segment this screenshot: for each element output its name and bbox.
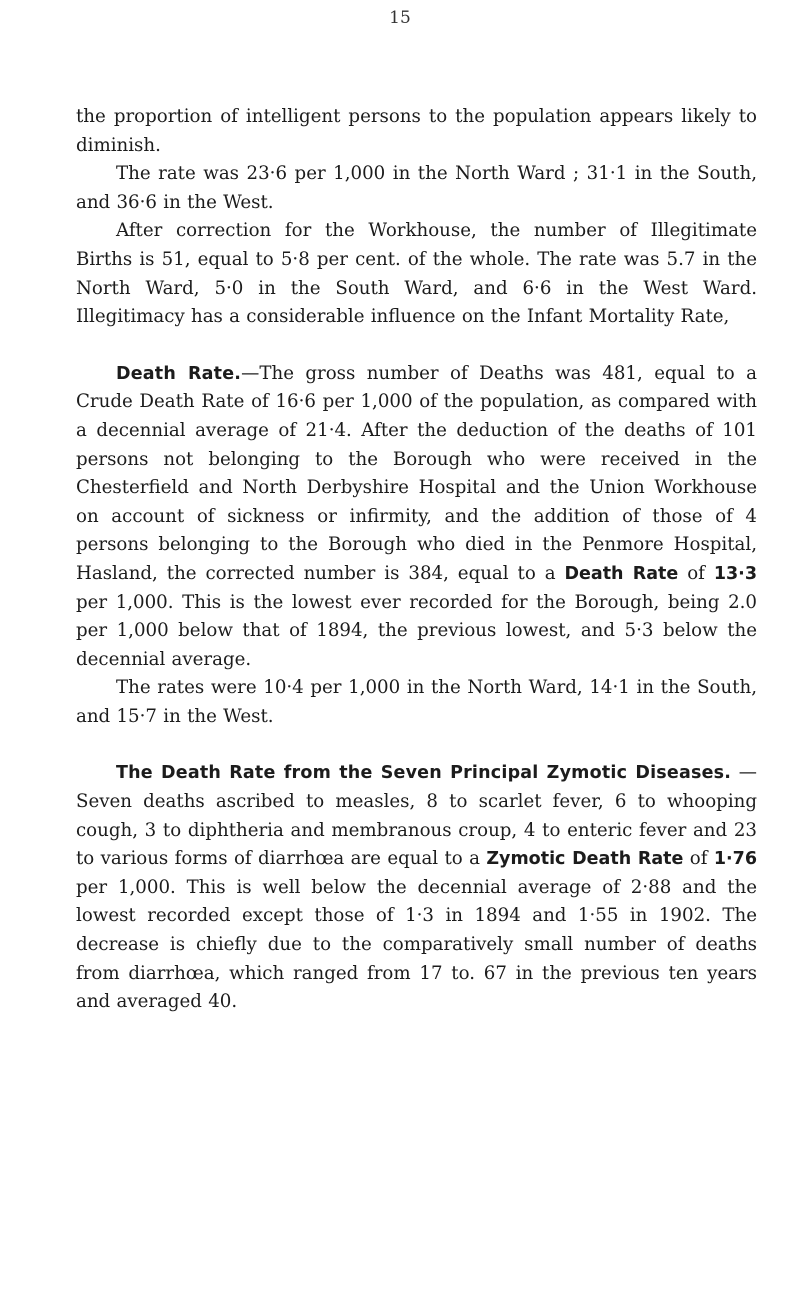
paragraph-illegitimate-births: After correction for the Workhouse, the number of Illegitimate Births is 51, equal to 5·8 per cent. of the whole. The rate was 5.7 in the North Ward, 5·0 in the South Ward, and 6·6 in the West Ward. Illegitimacy has a considerable influence on the Infant Mortality Rate, [76, 220, 757, 328]
paragraph-intelligence-continuation: the proportion of intelligent persons to the population appears likely to diminish. [76, 106, 757, 156]
body-text [76, 103, 757, 1017]
zymotic-text-a: —Seven deaths ascribed to measles, 8 to scarlet fever, 6 to whooping cough, 3 to diphtheria and membranous croup, 4 to enteric fever and 23 to various forms of diarrhœa are equal to a [76, 762, 757, 870]
zymotic-text-c: per 1,000. This is well below the decennial average of 2·88 and the lowest recorded except those of 1·3 in 1894 and 1·55 in 1902. The decrease is chiefly due to the comparatively small number of deaths from diarrhœa, which ranged from 17 to. 67 in the previous ten years and averaged 40. [76, 876, 757, 1013]
page-number: 15 [389, 8, 411, 28]
zymotic-bold-phrase: Zymotic Death Rate [486, 849, 684, 870]
paragraph-zymotic-diseases [76, 759, 757, 1016]
section-heading-death-rate: Death Rate. [116, 363, 242, 384]
death-rate-text-c: per 1,000. This is the lowest ever recorded for the Borough, being 2.0 per 1,000 below that of 1894, the previous lowest, and 5·3 below the decennial average. [76, 591, 757, 670]
death-rate-bold-value: 13·3 [713, 563, 758, 584]
zymotic-text-b: of [683, 848, 714, 870]
paragraph-ward-death-rates: The rates were 10·4 per 1,000 in the North Ward, 14·1 in the South, and 15·7 in the West. [76, 677, 757, 727]
zymotic-bold-value: 1·76 [713, 849, 758, 870]
death-rate-text-a: —The gross number of Deaths was 481, equal to a Crude Death Rate of 16·6 per 1,000 of the population, as compared with a decennial average of 21·4. After the deduction of the deaths of 101 persons not belonging to the Borough who were received in the Chesterfield and North Derbyshire Hospital and the Union Workhouse on account of sickness or infirmity, and the addition of those of 4 persons belonging to the Borough who died in the Penmore Hospital, Hasland, the corrected number is 384, equal to a [76, 362, 757, 584]
paragraph-ward-rates: The rate was 23·6 per 1,000 in the North Ward ; 31·1 in the South, and 36·6 in the West. [76, 163, 757, 213]
paragraph-death-rate [76, 360, 757, 675]
section-heading-zymotic: The Death Rate from the Seven Principal Zymotic Diseases. [116, 763, 732, 784]
death-rate-bold-phrase: Death Rate [564, 563, 679, 584]
section-spacer [76, 731, 757, 759]
section-spacer [76, 332, 757, 360]
death-rate-text-b: of [678, 562, 714, 584]
